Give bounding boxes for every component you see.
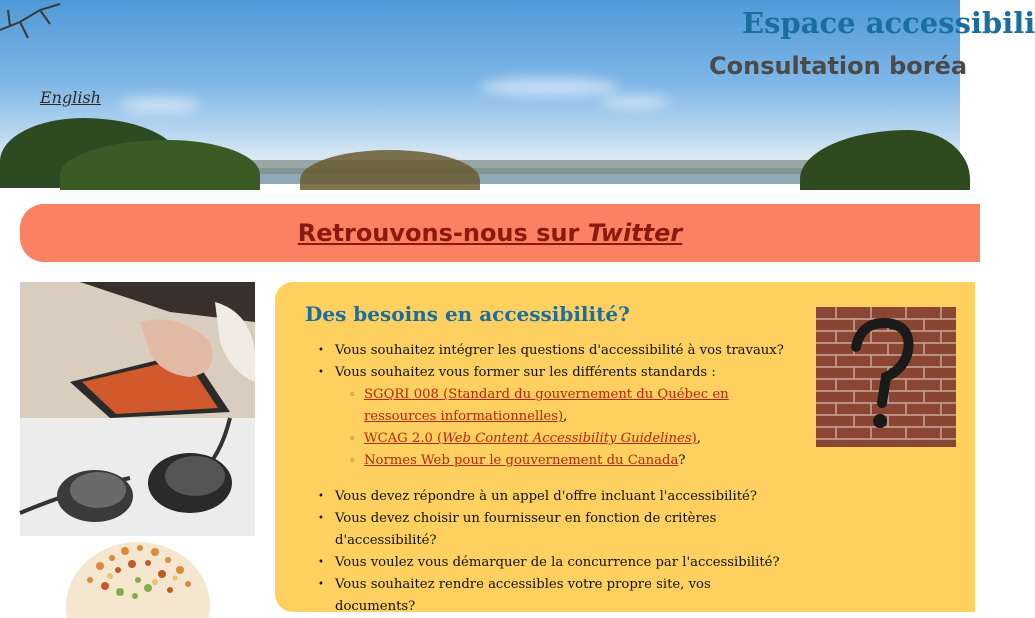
- standards-list: [335, 384, 785, 472]
- list-item: • Vous devez choisir un fournisseur en fonction de critères d'accessibilité?: [305, 508, 785, 552]
- question-mark-wall-photo: [816, 307, 956, 447]
- list-item: [305, 362, 785, 472]
- brick-wall-question-illustration: [816, 307, 956, 447]
- sgqri-link[interactable]: SGQRI 008 (Standard du gouvernement du Québec en ressources informationnelles): [364, 387, 729, 424]
- trees: [800, 130, 970, 190]
- tablet-illustration: [20, 282, 255, 418]
- earbuds-photo: [20, 418, 255, 536]
- color-dots-illustration: [20, 536, 255, 600]
- standard-item: [335, 384, 785, 428]
- earbuds-illustration: [20, 418, 255, 536]
- language-switch-link[interactable]: English: [40, 88, 101, 107]
- cloud: [480, 78, 620, 96]
- punctuation: ?: [678, 453, 686, 468]
- punctuation: ,: [563, 409, 568, 424]
- wcag-link-suffix: ): [691, 431, 697, 446]
- site-title: Espace accessibili: [742, 6, 1035, 40]
- list-item: • Vous souhaitez intégrer les questions d'accessibilité à vos travaux?: [305, 340, 785, 362]
- tablet-photo: [20, 282, 255, 418]
- branch-decoration: [0, 0, 70, 45]
- canada-web-standards-link[interactable]: Normes Web pour le gouvernement du Canada: [364, 453, 679, 468]
- wcag-link-prefix: WCAG 2.0 (: [364, 431, 443, 446]
- color-blindness-test-photo: [20, 536, 255, 600]
- list-item: • Vous devez répondre à un appel d'offre incluant l'accessibilité?: [305, 486, 785, 508]
- twitter-banner: [20, 204, 980, 262]
- header-banner: [0, 0, 1035, 184]
- sidebar-photos: [20, 282, 255, 600]
- wcag-link[interactable]: [364, 431, 697, 446]
- cloud: [120, 98, 200, 112]
- list-item: • Vous souhaitez rendre accessibles votre propre site, vos documents?: [305, 574, 785, 618]
- list-item: • Vous voulez vous démarquer de la concurrence par l'accessibilité?: [305, 552, 785, 574]
- needs-list-continued: [305, 486, 785, 618]
- punctuation: ,: [696, 431, 701, 446]
- twitter-link-text: Retrouvons-nous sur: [297, 219, 588, 247]
- accessibility-needs-panel: [275, 282, 975, 612]
- twitter-link[interactable]: [298, 219, 683, 247]
- needs-list: [305, 340, 785, 472]
- site-subtitle: Consultation boréa: [709, 52, 968, 80]
- list-item-text: Vous souhaitez vous former sur les différents standards :: [335, 365, 716, 380]
- cloud: [600, 96, 670, 108]
- standard-item: [335, 450, 785, 472]
- standard-item: [335, 428, 785, 450]
- twitter-brand: Twitter: [587, 219, 683, 247]
- wcag-link-full-name: Web Content Accessibility Guidelines: [442, 431, 692, 446]
- trees: [300, 150, 480, 190]
- section-heading: Des besoins en accessibilité?: [305, 302, 630, 326]
